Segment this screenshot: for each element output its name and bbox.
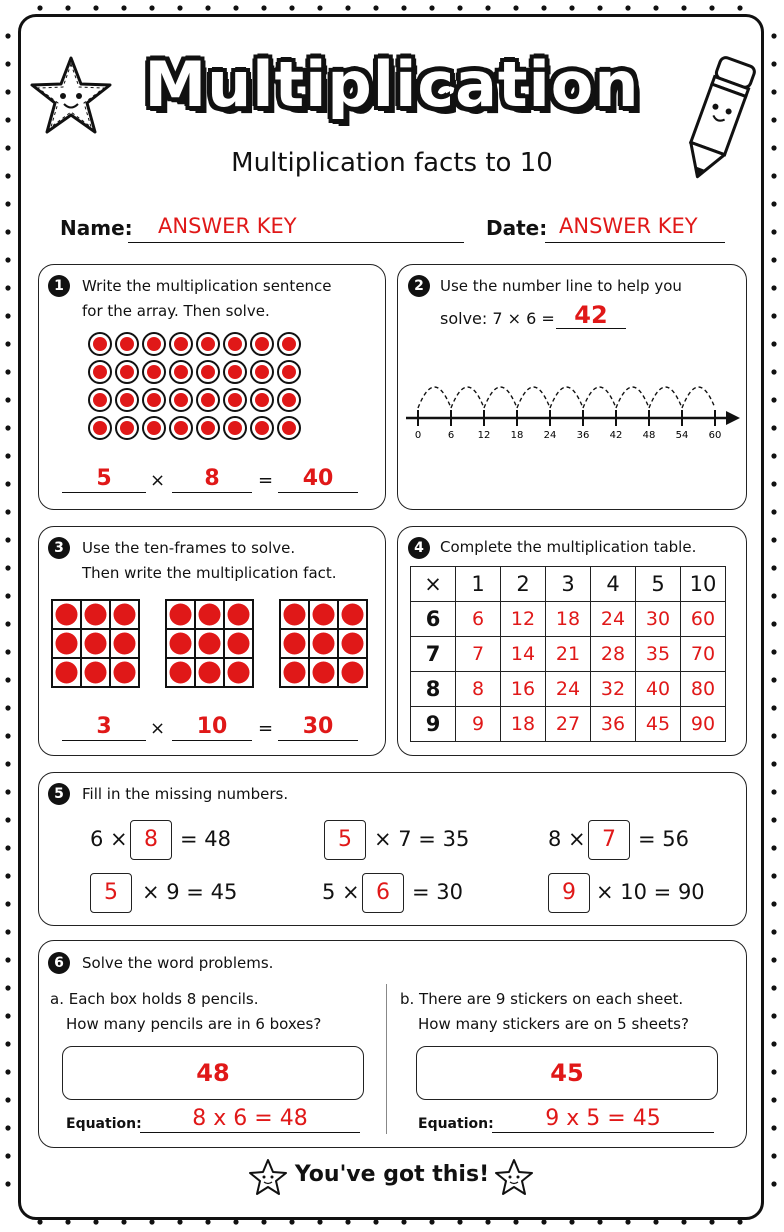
table-cell[interactable]: 18	[546, 602, 591, 637]
table-cell[interactable]: 7	[456, 637, 501, 672]
array-dot	[116, 417, 138, 439]
ten-frame-counter	[81, 658, 110, 687]
q6a-answer-box[interactable]: 48	[62, 1046, 364, 1100]
table-header-cell: 3	[546, 567, 591, 602]
q1-factor-b[interactable]: 8	[172, 466, 252, 493]
q5-item-4-post: × 9 = 45	[142, 880, 238, 904]
table-row-header: 6	[411, 602, 456, 637]
table-cell[interactable]: 45	[636, 707, 681, 742]
number-line-tick-label: 36	[576, 430, 590, 441]
q6b-equation[interactable]: 9 x 5 = 45	[492, 1106, 714, 1133]
array-dot	[143, 361, 165, 383]
table-cell[interactable]: 16	[501, 672, 546, 707]
number-line-tick-label: 6	[447, 430, 455, 441]
name-label: Name:	[60, 216, 133, 240]
question-5-number: 5	[48, 783, 70, 805]
question-4-text: Complete the multiplication table.	[440, 538, 697, 556]
q5-item-5-pre: 5 ×	[322, 880, 360, 904]
q5-item-5-post: = 30	[412, 880, 463, 904]
array-dot	[197, 417, 219, 439]
array-dot	[89, 417, 111, 439]
table-row-header: 8	[411, 672, 456, 707]
table-header-cell: 2	[501, 567, 546, 602]
number-line-tick-label: 42	[609, 430, 623, 441]
q6b-line-2: How many stickers are on 5 sheets?	[418, 1015, 689, 1033]
name-field[interactable]	[128, 216, 464, 243]
q5-item-1-pre: 6 ×	[90, 827, 128, 851]
array-dot	[224, 389, 246, 411]
q1-times: ×	[150, 470, 166, 491]
table-header-cell: 10	[681, 567, 726, 602]
number-line-tick-label: 60	[708, 430, 722, 441]
ten-frame-counter	[110, 600, 139, 629]
ten-frame-counter	[224, 629, 253, 658]
table-cell[interactable]: 35	[636, 637, 681, 672]
table-header-cell: 5	[636, 567, 681, 602]
array-dot	[89, 361, 111, 383]
number-line-tick-label: 48	[642, 430, 656, 441]
array-dot	[170, 417, 192, 439]
q5-item-2-box[interactable]: 5	[324, 820, 366, 860]
number-line-jump	[583, 387, 616, 408]
table-cell[interactable]: 32	[591, 672, 636, 707]
array-dot	[170, 333, 192, 355]
q3-equals: =	[258, 718, 274, 739]
table-row	[411, 602, 726, 637]
q5-item-6-post: × 10 = 90	[596, 880, 705, 904]
table-row	[411, 672, 726, 707]
page-subtitle: Multiplication facts to 10	[231, 148, 553, 178]
ten-frame-counter	[81, 600, 110, 629]
question-4-number: 4	[408, 537, 430, 559]
number-line-jump	[682, 387, 715, 408]
table-cell[interactable]: 18	[501, 707, 546, 742]
question-5-text: Fill in the missing numbers.	[82, 785, 289, 803]
table-cell[interactable]: 6	[456, 602, 501, 637]
q1-factor-a[interactable]: 5	[62, 466, 146, 493]
array-dot	[278, 389, 300, 411]
table-cell[interactable]: 24	[546, 672, 591, 707]
footer-text: You've got this!	[294, 1162, 490, 1187]
table-cell[interactable]: 70	[681, 637, 726, 672]
table-row	[411, 637, 726, 672]
array-dot	[278, 417, 300, 439]
array-dot	[251, 389, 273, 411]
ten-frame-counter	[338, 600, 367, 629]
q5-item-5-box[interactable]: 6	[362, 873, 404, 913]
q6a-equation[interactable]: 8 x 6 = 48	[140, 1106, 360, 1133]
question-2-number: 2	[408, 275, 430, 297]
date-field[interactable]	[545, 216, 725, 243]
q5-item-3-post: = 56	[638, 827, 689, 851]
number-line-tick-label: 12	[477, 430, 491, 441]
ten-frame-counter	[309, 629, 338, 658]
q6-divider	[386, 984, 387, 1134]
array-dot	[143, 389, 165, 411]
array-dot	[116, 333, 138, 355]
q5-item-2-post: × 7 = 35	[374, 827, 470, 851]
q5-item-1-post: = 48	[180, 827, 231, 851]
table-row-header: 7	[411, 637, 456, 672]
array-dot	[197, 389, 219, 411]
ten-frame-counter	[195, 629, 224, 658]
array-dot	[116, 361, 138, 383]
ten-frame-counter	[309, 658, 338, 687]
q5-item-3-pre: 8 ×	[548, 827, 586, 851]
array-dot	[170, 361, 192, 383]
table-cell[interactable]: 90	[681, 707, 726, 742]
table-cell[interactable]: 30	[636, 602, 681, 637]
q6a-line-1: a. Each box holds 8 pencils.	[50, 990, 259, 1008]
question-3-text-line-1: Use the ten-frames to solve.	[82, 539, 296, 557]
ten-frame-counter	[309, 600, 338, 629]
ten-frame-counter	[52, 658, 81, 687]
question-3-text-line-2: Then write the multiplication fact.	[82, 564, 337, 582]
q5-item-4-box[interactable]: 5	[90, 873, 132, 913]
ten-frame-counter	[338, 658, 367, 687]
q6a-line-2: How many pencils are in 6 boxes?	[66, 1015, 322, 1033]
number-line-jump	[550, 387, 583, 408]
question-2-prefix: solve: 7 × 6 =	[440, 309, 555, 328]
question-1-text-line-1: Write the multiplication sentence	[82, 277, 332, 295]
ten-frames	[50, 598, 374, 688]
q1-equals: =	[258, 470, 274, 491]
table-header-cell: 4	[591, 567, 636, 602]
ten-frame-counter	[166, 658, 195, 687]
table-cell[interactable]: 28	[591, 637, 636, 672]
ten-frame-counter	[224, 600, 253, 629]
footer-star-right-icon	[494, 1158, 534, 1196]
number-line-tick-label: 24	[543, 430, 557, 441]
number-line-jump	[484, 387, 517, 408]
q6b-equation-label: Equation:	[418, 1116, 494, 1132]
table-cell[interactable]: 80	[681, 672, 726, 707]
ten-frame-counter	[280, 658, 309, 687]
date-label: Date:	[486, 216, 548, 240]
table-cell[interactable]: 27	[546, 707, 591, 742]
ten-frame-counter	[280, 629, 309, 658]
table-cell[interactable]: 36	[591, 707, 636, 742]
page-title: Multiplication	[144, 48, 640, 121]
number-line-jump	[616, 387, 649, 408]
number-line-jump	[418, 387, 451, 408]
number-line-tick-label: 0	[414, 430, 422, 441]
number-line-jump	[451, 387, 484, 408]
ten-frame-counter	[52, 629, 81, 658]
ten-frame-counter	[166, 600, 195, 629]
ten-frame-counter	[195, 658, 224, 687]
ten-frame-counter	[110, 629, 139, 658]
question-1-number: 1	[48, 275, 70, 297]
q3-times: ×	[150, 718, 166, 739]
table-cell[interactable]: 21	[546, 637, 591, 672]
array-dot	[278, 361, 300, 383]
table-header-cell: ×	[411, 567, 456, 602]
table-cell[interactable]: 24	[591, 602, 636, 637]
number-line-jump	[517, 387, 550, 408]
table-cell[interactable]: 60	[681, 602, 726, 637]
q6b-answer-box[interactable]: 45	[416, 1046, 718, 1100]
q5-item-1-box[interactable]: 8	[130, 820, 172, 860]
question-6-number: 6	[48, 952, 70, 974]
dot-array	[88, 332, 308, 444]
name-value: ANSWER KEY	[158, 214, 297, 238]
question-6-text: Solve the word problems.	[82, 954, 274, 972]
table-row-header: 9	[411, 707, 456, 742]
array-dot	[89, 389, 111, 411]
array-dot	[278, 333, 300, 355]
ten-frame-counter	[81, 629, 110, 658]
q3-product[interactable]: 30	[278, 714, 358, 741]
table-header-cell: 1	[456, 567, 501, 602]
table-cell[interactable]: 9	[456, 707, 501, 742]
table-cell[interactable]: 12	[501, 602, 546, 637]
q2-answer[interactable]: 42	[556, 302, 626, 329]
q5-item-6-box[interactable]: 9	[548, 873, 590, 913]
array-dot	[251, 417, 273, 439]
array-dot	[224, 333, 246, 355]
array-dot	[224, 361, 246, 383]
ten-frame-counter	[224, 658, 253, 687]
array-dot	[197, 333, 219, 355]
ten-frame-counter	[52, 600, 81, 629]
q6b-line-1: b. There are 9 stickers on each sheet.	[400, 990, 684, 1008]
table-cell[interactable]: 8	[456, 672, 501, 707]
array-dot	[89, 333, 111, 355]
table-cell[interactable]: 40	[636, 672, 681, 707]
array-dot	[170, 389, 192, 411]
array-dot	[143, 417, 165, 439]
array-dot	[197, 361, 219, 383]
array-dot	[143, 333, 165, 355]
q1-product[interactable]: 40	[278, 466, 358, 493]
ten-frame-counter	[166, 629, 195, 658]
number-line-tick-label: 54	[675, 430, 689, 441]
table-header-row	[411, 567, 726, 602]
table-row	[411, 707, 726, 742]
ten-frame-counter	[110, 658, 139, 687]
q3-factor-a[interactable]: 3	[62, 714, 146, 741]
q3-factor-b[interactable]: 10	[172, 714, 252, 741]
date-value: ANSWER KEY	[559, 214, 698, 238]
question-1-text-line-2: for the array. Then solve.	[82, 302, 270, 320]
array-dot	[224, 417, 246, 439]
array-dot	[251, 333, 273, 355]
multiplication-table	[410, 566, 726, 742]
ten-frame-counter	[338, 629, 367, 658]
question-3-number: 3	[48, 537, 70, 559]
ten-frame-counter	[195, 600, 224, 629]
q6a-equation-label: Equation:	[66, 1116, 142, 1132]
array-dot	[251, 361, 273, 383]
array-dot	[116, 389, 138, 411]
number-line-tick-label: 18	[510, 430, 524, 441]
question-2-text-line-1: Use the number line to help you	[440, 277, 682, 295]
table-cell[interactable]: 14	[501, 637, 546, 672]
number-line	[400, 368, 746, 448]
ten-frame-counter	[280, 600, 309, 629]
number-line-jump	[649, 387, 682, 408]
q5-item-3-box[interactable]: 7	[588, 820, 630, 860]
